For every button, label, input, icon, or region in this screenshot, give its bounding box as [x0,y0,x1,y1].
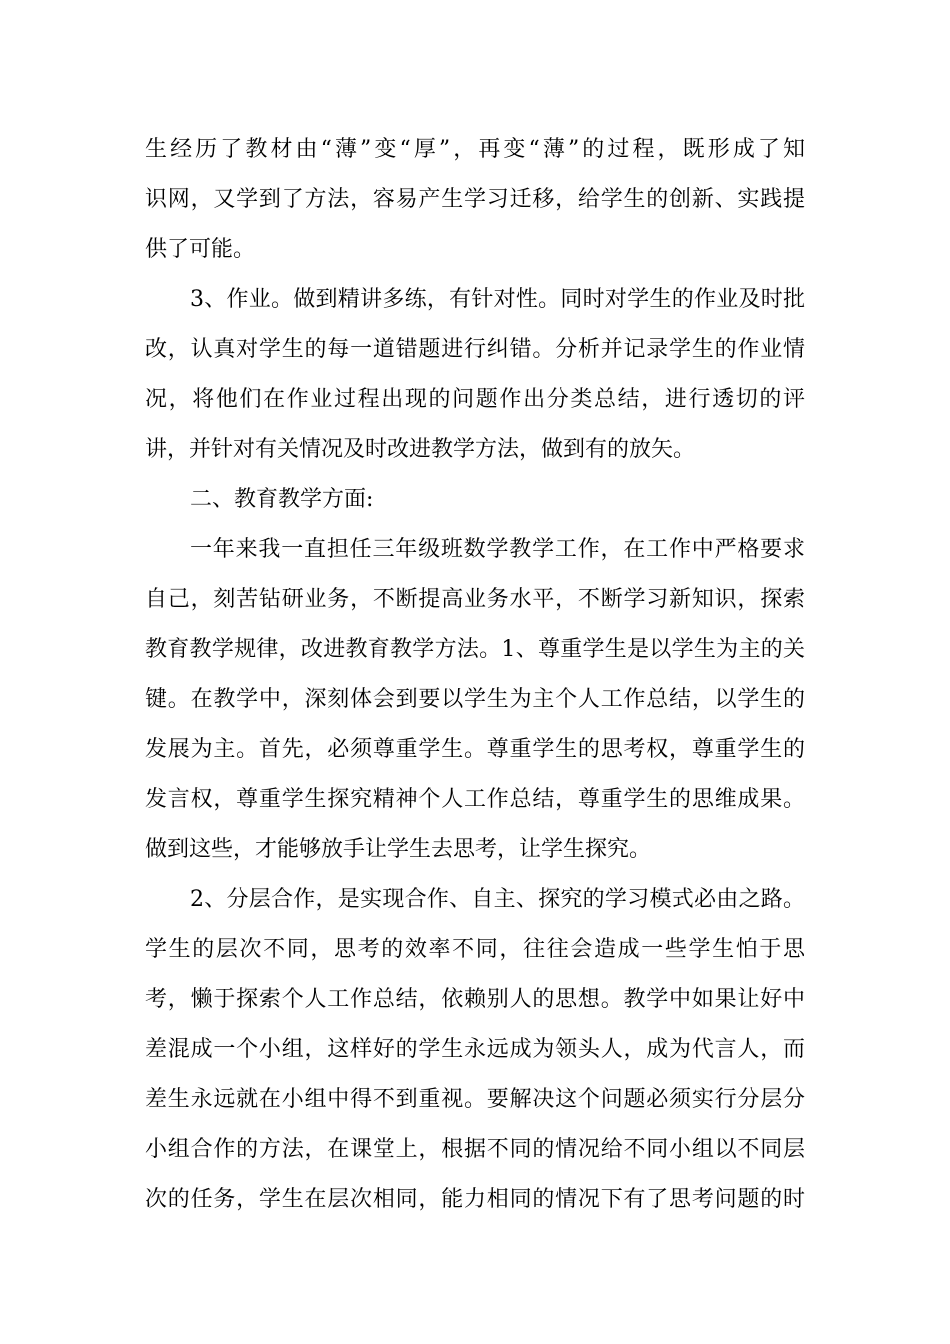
paragraph-line: 发展为主。首先，必须尊重学生。尊重学生的思考权，尊重学生的 [145,737,805,762]
paragraph-line: 次的任务，学生在层次相同，能力相同的情况下有了思考问题的时 [145,1187,805,1212]
paragraph-line: 做到这些，才能够放手让学生去思考，让学生探究。 [145,837,652,862]
paragraph-line: 一年来我一直担任三年级班数学教学工作，在工作中严格要求 [190,537,805,562]
paragraph-line: 改，认真对学生的每一道错题进行纠错。分析并记录学生的作业情 [145,337,805,362]
paragraph-line: 况，将他们在作业过程出现的问题作出分类总结，进行透切的评 [145,387,805,412]
paragraph-line: 差生永远就在小组中得不到重视。要解决这个问题必须实行分层分 [145,1087,805,1112]
paragraph-line: 键。在教学中，深刻体会到要以学生为主个人工作总结，以学生的 [145,687,805,712]
paragraph-line: 小组合作的方法，在课堂上，根据不同的情况给不同小组以不同层 [145,1137,805,1162]
paragraph-line: 教育教学规律，改进教育教学方法。1、尊重学生是以学生为主的关 [145,637,805,662]
paragraph-line: 差混成一个小组，这样好的学生永远成为领头人，成为代言人，而 [145,1037,805,1062]
paragraph-line: 自己，刻苦钻研业务，不断提高业务水平，不断学习新知识，探索 [145,587,805,612]
section-heading: 二、教育教学方面: [190,487,374,512]
paragraph-line: 识网，又学到了方法，容易产生学习迁移，给学生的创新、实践提 [145,187,805,212]
paragraph-line: 生经历了教材由“薄”变“厚”，再变“薄”的过程，既形成了知 [145,137,805,162]
paragraph-line: 讲，并针对有关情况及时改进教学方法，做到有的放矢。 [145,437,696,462]
paragraph-line: 供了可能。 [145,237,256,262]
paragraph-line: 发言权，尊重学生探究精神个人工作总结，尊重学生的思维成果。 [145,787,805,812]
paragraph-line: 考，懒于探索个人工作总结，依赖别人的思想。教学中如果让好中 [145,987,805,1012]
paragraph-line: 学生的层次不同，思考的效率不同，往往会造成一些学生怕于思 [145,937,805,962]
paragraph-line: 3、作业。做到精讲多练，有针对性。同时对学生的作业及时批 [190,287,805,312]
paragraph-line: 2、分层合作，是实现合作、自主、探究的学习模式必由之路。 [190,887,805,912]
